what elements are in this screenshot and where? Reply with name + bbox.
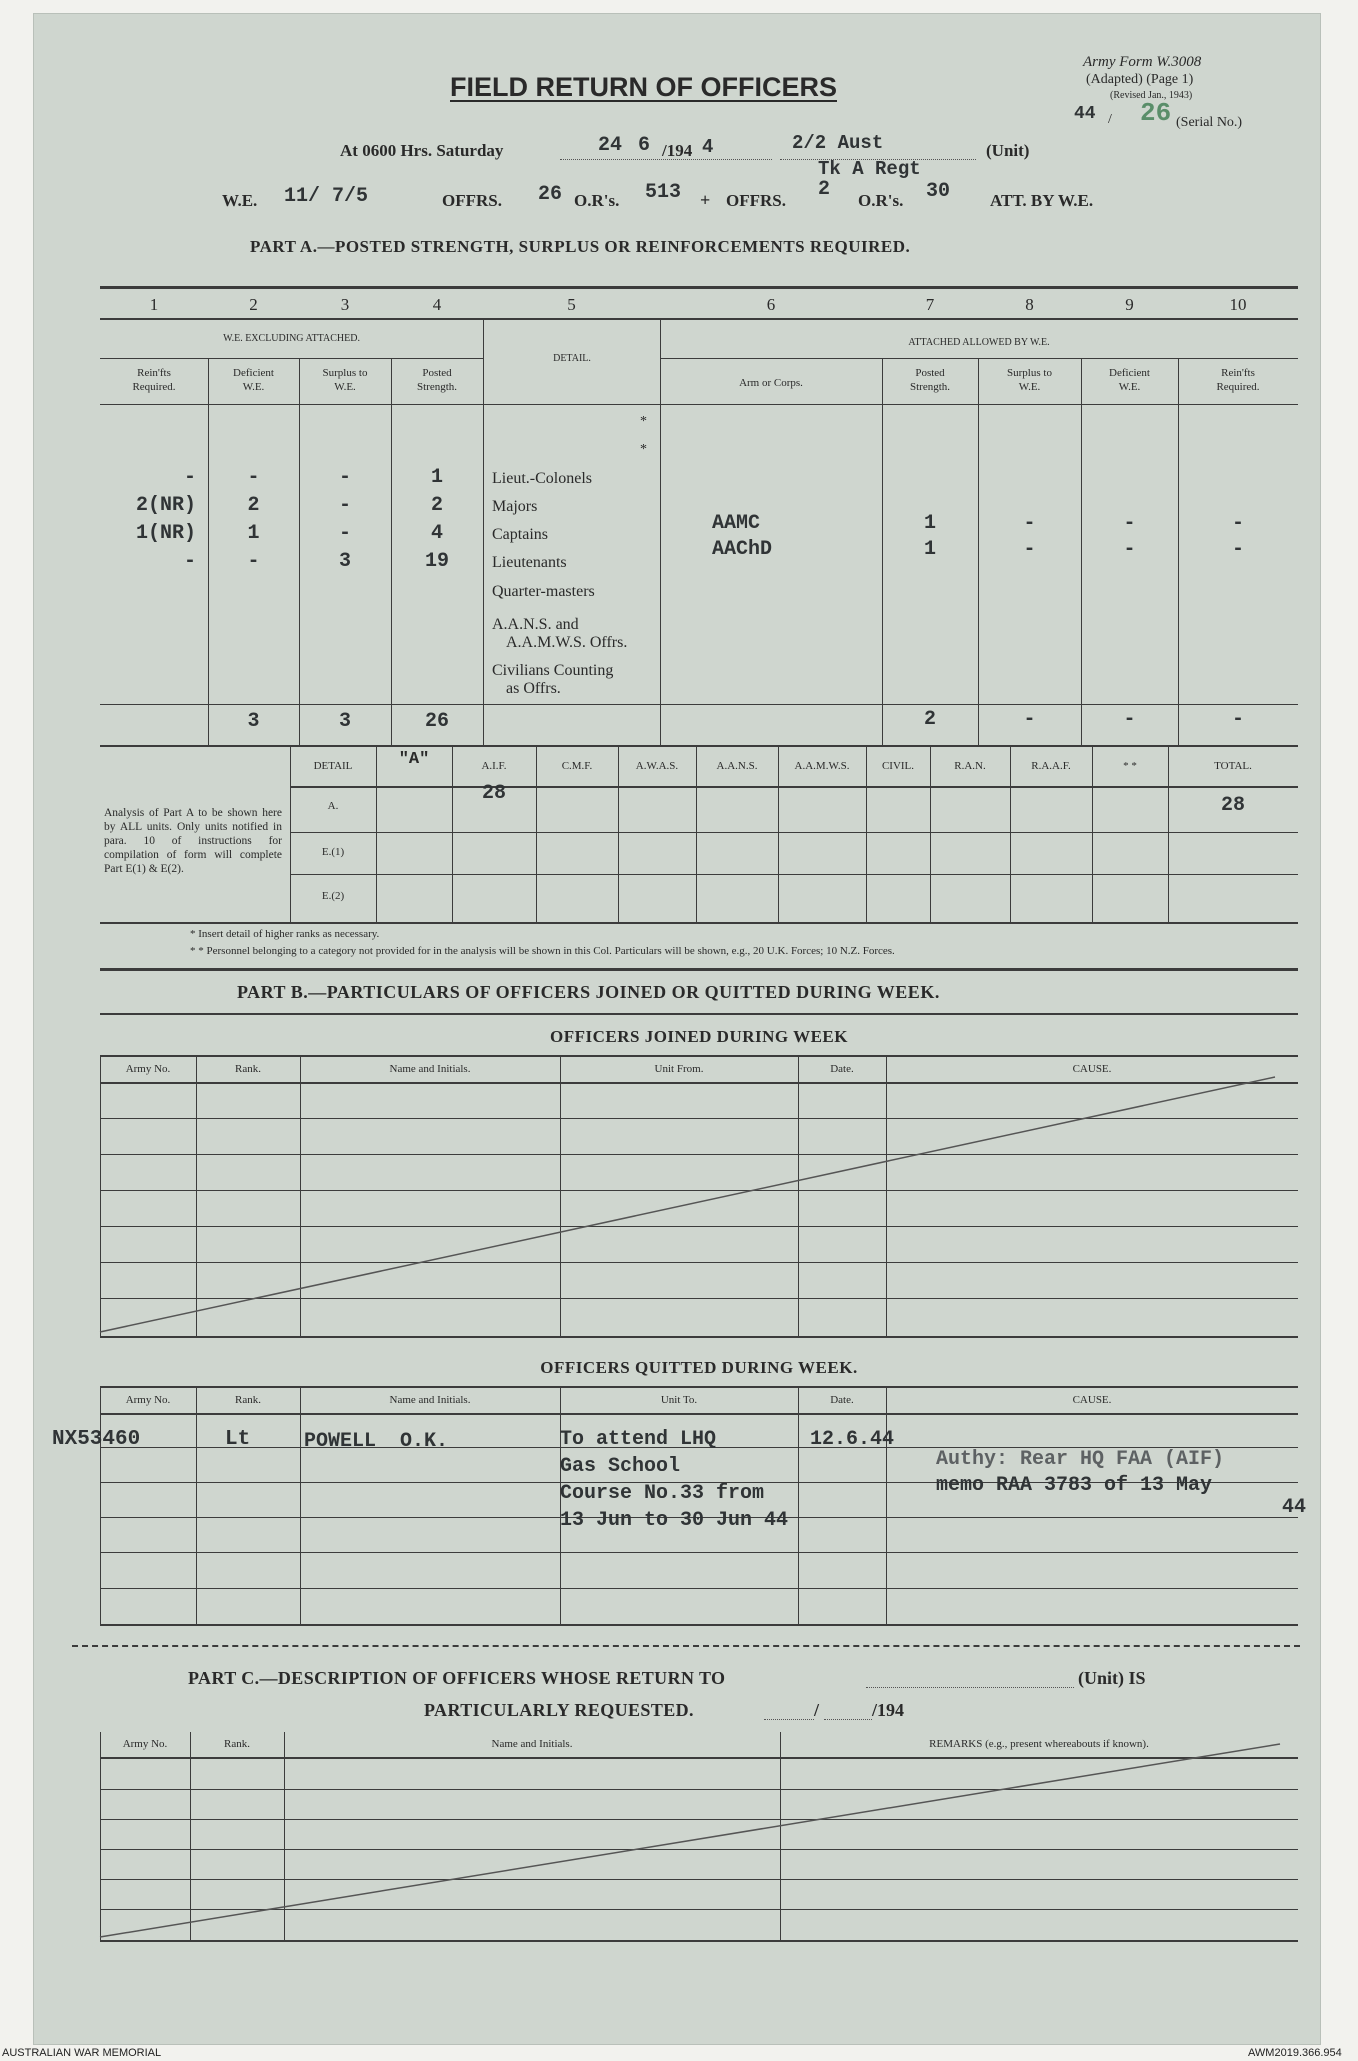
aif-value: 28 [481, 782, 506, 805]
rule-h [100, 404, 1298, 405]
rule-v [866, 746, 867, 923]
analysis-note: Analysis of Part A to be shown here by ALL units. Only units notified in para. 10 of instructions for compilation of form will complete Part E(1) & E(2). [104, 807, 282, 875]
sub-header-right-2: Surplus to W.E. [1007, 367, 1052, 393]
rule-h [100, 1552, 1298, 1553]
col-number-8: 8 [1025, 295, 1034, 314]
rule-h [100, 1386, 1298, 1388]
part-a-title: PART A.—POSTED STRENGTH, SURPLUS OR REINFORCEMENTS REQUIRED. [250, 237, 911, 256]
unit-typed-2: Tk A Regt [818, 158, 921, 180]
offrs2-label: OFFRS. [726, 191, 786, 210]
quitted-header-2: Name and Initials. [389, 1394, 471, 1406]
analysis-header-5: A.A.N.S. [716, 760, 758, 772]
rule-h [100, 1624, 1298, 1626]
analysis-header-7: CIVIL. [881, 760, 915, 772]
rule-v [1168, 746, 1169, 923]
joined-header-5: CAUSE. [1072, 1063, 1112, 1075]
analysis-header-3: C.M.F. [561, 760, 593, 772]
analysis-header-6: A.A.M.W.S. [794, 760, 850, 772]
rule-v [483, 320, 484, 746]
rule-h [100, 968, 1298, 971]
joined-header-1: Rank. [235, 1063, 261, 1075]
row-deficient-2: 1 [247, 522, 260, 545]
at-label: At 0600 Hrs. Saturday [340, 141, 504, 160]
rule-h [100, 704, 1298, 705]
analysis-header-2: A.I.F. [481, 760, 507, 772]
col-number-2: 2 [249, 295, 258, 314]
col-number-3: 3 [340, 295, 350, 314]
analysis-row-1: E.(1) [321, 846, 345, 858]
row-surplus-3: 3 [338, 550, 351, 573]
rank-label-2: Captains [492, 526, 548, 543]
analysis-header-4: A.W.A.S. [635, 760, 679, 772]
serial-stamp: 26 [1140, 98, 1172, 128]
rule-v [452, 746, 453, 923]
rule-v [376, 746, 377, 923]
col-number-7: 7 [925, 295, 935, 314]
row-posted-2: 4 [430, 522, 443, 545]
sub-header-left-2: Surplus to W.E. [322, 367, 368, 393]
col-number-4: 4 [432, 295, 442, 314]
att-arm-0: AAMC [712, 512, 761, 535]
quitted-header-3: Unit To. [660, 1394, 698, 1406]
footer-right: AWM2019.366.954 [1248, 2047, 1342, 2059]
joined-header-3: Unit From. [654, 1063, 704, 1075]
quitted-army-no: NX53460 [52, 1428, 141, 1451]
part-c-unit-line [866, 1686, 1074, 1688]
partc-header-2: Name and Initials. [491, 1738, 573, 1750]
row-posted-3: 19 [424, 550, 449, 573]
sub-header-right-4: Rein'fts Required. [1216, 367, 1260, 393]
sub-header-right-3: Deficient W.E. [1109, 367, 1150, 393]
joined-strike-line [100, 1057, 1298, 1336]
joined-header-0: Army No. [125, 1063, 171, 1075]
total-deficient: 3 [247, 710, 260, 733]
date-month: 6 [638, 134, 651, 157]
analysis-header-8: R.A.N. [954, 760, 986, 772]
asterisk-1: * [640, 414, 647, 429]
rule-h [100, 1413, 1298, 1415]
rank-label-6: A.A.M.W.S. Offrs. [506, 634, 628, 651]
sub-header-left-0: Rein'fts Required. [132, 367, 176, 393]
rule-h [290, 874, 1298, 875]
footer-left: AUSTRALIAN WAR MEMORIAL [2, 2047, 162, 2059]
revised-label: (Revised Jan., 1943) [1110, 90, 1193, 101]
rule-h [100, 1336, 1298, 1338]
row-reinf-2: 1(NR) [135, 522, 196, 545]
part-c-date-sep: / [814, 1700, 820, 1720]
rule-h [100, 922, 1298, 924]
row-reinf-0: - [183, 466, 196, 489]
analysis-row-2: E.(2) [321, 890, 345, 902]
part-a-top-rule [100, 286, 1298, 289]
serial-slash: / [1108, 112, 1112, 127]
row-deficient-1: 2 [247, 494, 260, 517]
rule-h [100, 358, 484, 359]
rule-h [100, 745, 1298, 747]
serial-typed: 44 [1074, 104, 1096, 124]
quitted-name: POWELL O.K. [304, 1430, 449, 1453]
col-number-9: 9 [1125, 295, 1134, 314]
we-label: W.E. [222, 191, 258, 210]
partc-strike-line [100, 1732, 1298, 1940]
unit-line [780, 158, 976, 160]
rule-v [1010, 746, 1011, 923]
ors2-value: 30 [926, 180, 951, 203]
joined-header-2: Name and Initials. [389, 1063, 471, 1075]
analysis-header-11: TOTAL. [1214, 760, 1252, 772]
part-c-title-2: PARTICULARLY REQUESTED. [424, 1700, 694, 1720]
quitted-unit-to-1: To attend LHQ [560, 1428, 717, 1451]
part-c-title-1: PART C.—DESCRIPTION OF OFFICERS WHOSE RETURN TO [188, 1668, 726, 1688]
group-left-header: W.E. EXCLUDING ATTACHED. [223, 333, 360, 344]
col-number-1: 1 [149, 295, 159, 314]
total-att-deficient: - [1123, 708, 1136, 731]
date-day: 24 [598, 134, 623, 157]
row-deficient-0: - [247, 466, 260, 489]
row-surplus-0: - [338, 466, 351, 489]
quitted-date: 12.6.44 [810, 1428, 895, 1451]
att-posted-0: 1 [923, 512, 936, 535]
joined-title: OFFICERS JOINED DURING WEEK [550, 1027, 848, 1046]
total-posted: 26 [424, 710, 449, 733]
rule-v [778, 746, 779, 923]
row-deficient-3: - [247, 550, 260, 573]
ors-value: 513 [645, 181, 682, 204]
quitted-header-1: Rank. [235, 1394, 261, 1406]
quitted-cause-1: Authy: Rear HQ FAA (AIF) [936, 1448, 1225, 1471]
rank-label-3: Lieutenants [492, 554, 567, 571]
part-c-date-line-2 [824, 1718, 872, 1720]
quitted-title: OFFICERS QUITTED DURING WEEK. [540, 1358, 858, 1377]
rule-v [618, 746, 619, 923]
unit-label: (Unit) [986, 141, 1030, 160]
total-surplus: 3 [338, 710, 351, 733]
rank-label-0: Lieut.-Colonels [492, 470, 592, 487]
analysis-header-10: * * [1123, 760, 1137, 772]
quitted-cause-2: memo RAA 3783 of 13 May [936, 1474, 1213, 1497]
total-att-reinf: - [1231, 708, 1244, 731]
rank-label-4: Quarter-masters [492, 583, 595, 600]
att-reinf-1: - [1231, 538, 1244, 561]
ors-label: O.R's. [574, 191, 620, 210]
quitted-cause-3: 44 [1282, 1496, 1307, 1519]
sub-header-right-1: Posted Strength. [909, 367, 951, 393]
quitted-unit-to-4: 13 Jun to 30 Jun 44 [560, 1509, 789, 1532]
partc-header-3: REMARKS (e.g., present whereabouts if known). [929, 1738, 1149, 1750]
analysis-row-0: A. [327, 800, 339, 812]
quitted-unit-to-3: Course No.33 from [560, 1482, 765, 1505]
att-deficient-0: - [1123, 512, 1136, 535]
quitted-rank: Lt [225, 1428, 251, 1451]
rule-v [536, 746, 537, 923]
row-reinf-1: 2(NR) [135, 494, 196, 517]
rank-label-5: A.A.N.S. and [492, 616, 579, 633]
sub-header-left-3: Posted Strength. [416, 367, 458, 393]
sub-header-left-1: Deficient W.E. [233, 367, 274, 393]
part-c-unit-is: (Unit) IS [1078, 1668, 1146, 1688]
total-value: 28 [1220, 794, 1245, 817]
quitted-header-5: CAUSE. [1072, 1394, 1112, 1406]
rule-h [660, 358, 1298, 359]
rule-v [930, 746, 931, 923]
footnote-1: * Insert detail of higher ranks as necessary. [190, 928, 380, 940]
col-number-10: 10 [1229, 295, 1247, 314]
partc-header-1: Rank. [224, 1738, 250, 1750]
rank-label-8: as Offrs. [506, 680, 561, 697]
att-arm-1: AAChD [712, 538, 773, 561]
army-form-label: Army Form W.3008 [1083, 54, 1202, 70]
quitted-cause-clip [930, 1440, 1307, 1520]
group-right-header: ATTACHED ALLOWED BY W.E. [908, 337, 1050, 348]
row-posted-0: 1 [430, 466, 443, 489]
year-digit: 4 [702, 136, 714, 158]
rank-label-7: Civilians Counting [492, 662, 614, 679]
rule-h [290, 786, 1298, 788]
row-posted-1: 2 [430, 494, 443, 517]
part-c-date-line-1 [764, 1718, 814, 1720]
sub-header-right-0: Arm or Corps. [739, 377, 803, 389]
quitted-header-0: Army No. [125, 1394, 171, 1406]
rank-label-1: Majors [492, 498, 538, 515]
part-c-date-tail: /194 [872, 1700, 905, 1720]
joined-header-4: Date. [830, 1063, 854, 1075]
rule-h [290, 832, 1298, 833]
analysis-header-9: R.A.A.F. [1031, 760, 1071, 772]
serial-label: (Serial No.) [1176, 115, 1243, 130]
rule-h [100, 1588, 1298, 1589]
col-number-5: 5 [567, 295, 576, 314]
quitted-header-4: Date. [830, 1394, 854, 1406]
rule-v [1092, 746, 1093, 923]
asterisk-2: * [640, 442, 647, 457]
att-deficient-1: - [1123, 538, 1136, 561]
att-surplus-1: - [1023, 538, 1036, 561]
page-title: FIELD RETURN OF OFFICERS [450, 72, 837, 102]
rule-h [100, 318, 1298, 320]
offrs-label: OFFRS. [442, 191, 502, 210]
year-prefix: /194 [662, 141, 693, 160]
we-value: 11/ 7/5 [284, 185, 369, 208]
part-b-title: PART B.—PARTICULARS OF OFFICERS JOINED OR QUITTED DURING WEEK. [237, 982, 940, 1002]
rule-h [100, 1013, 1298, 1015]
offrs-value: 26 [538, 183, 563, 206]
quitted-unit-to-2: Gas School [560, 1455, 681, 1478]
col-number-6: 6 [766, 295, 776, 314]
analysis-header-1: "A" [398, 750, 430, 769]
att-label: ATT. BY W.E. [990, 191, 1094, 210]
offrs2-value: 2 [818, 178, 831, 201]
total-att-posted: 2 [923, 708, 936, 731]
row-surplus-2: - [338, 522, 351, 545]
total-att-surplus: - [1023, 708, 1036, 731]
unit-typed-1: 2/2 Aust [792, 132, 884, 154]
rule-h [100, 1940, 1298, 1942]
att-surplus-0: - [1023, 512, 1036, 535]
row-surplus-1: - [338, 494, 351, 517]
partc-header-0: Army No. [122, 1738, 168, 1750]
ors2-label: O.R's. [858, 191, 904, 210]
adapted-label: (Adapted) (Page 1) [1086, 72, 1194, 87]
footnote-2: * * Personnel belonging to a category not provided for in the analysis will be shown in this Col. Particulars will be shown, e.g., 20 U.K. Forces; 10 N.Z. Forces. [190, 945, 895, 957]
plus-sign: + [700, 190, 711, 210]
att-posted-1: 1 [923, 538, 936, 561]
dashed-separator [72, 1645, 1300, 1647]
att-reinf-0: - [1231, 512, 1244, 535]
row-reinf-3: - [183, 550, 196, 573]
analysis-header-0: DETAIL [313, 760, 353, 772]
rule-v [696, 746, 697, 923]
detail-header: DETAIL. [553, 353, 591, 364]
